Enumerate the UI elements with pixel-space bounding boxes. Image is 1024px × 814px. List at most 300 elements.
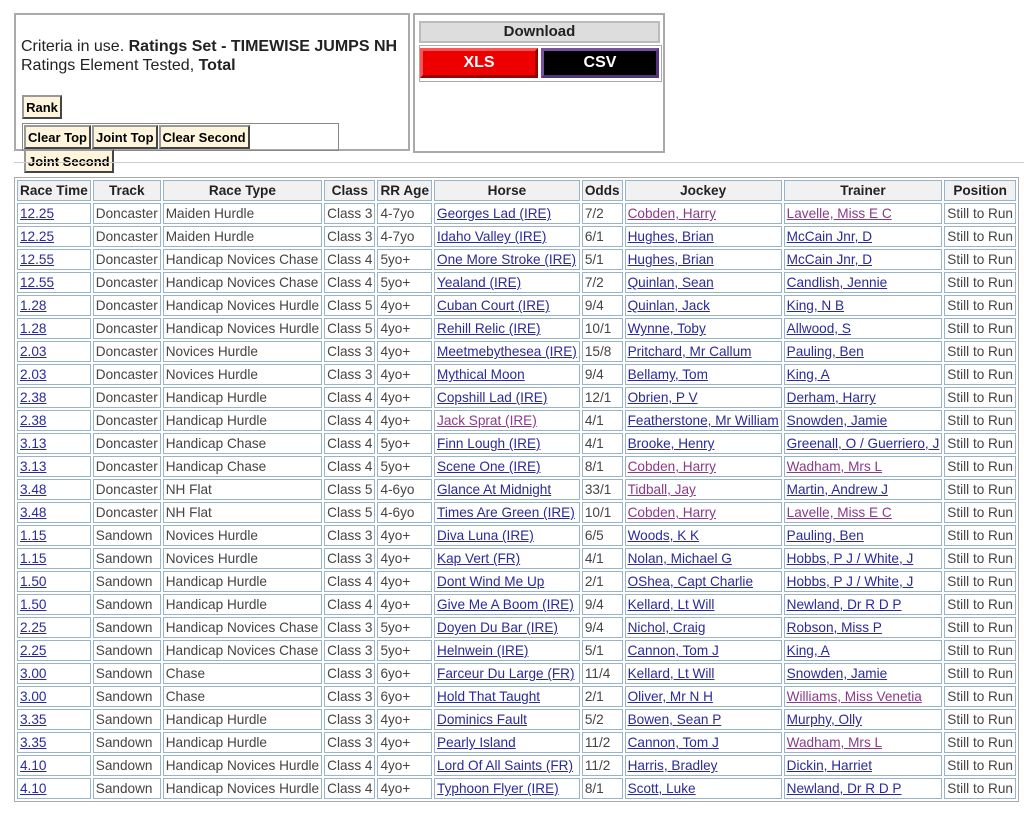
odds-cell: 15/8 xyxy=(582,341,623,362)
rr-age-cell: 4yo+ xyxy=(377,525,432,546)
trainer-cell xyxy=(784,525,943,546)
position-cell: Still to Run xyxy=(944,295,1016,316)
joint-second-button[interactable]: Joint Second xyxy=(24,149,114,173)
class-cell: Class 4 xyxy=(324,456,375,477)
header-race-type[interactable]: Race Type xyxy=(163,180,322,201)
jockey-cell xyxy=(625,410,782,431)
track-cell: Sandown xyxy=(93,732,161,753)
horse-link[interactable]: Cuban Court (IRE) xyxy=(437,298,550,313)
horse-cell xyxy=(434,295,580,316)
trainer-cell xyxy=(784,709,943,730)
horse-cell xyxy=(434,249,580,270)
race-time-cell xyxy=(17,479,91,500)
race-time-link[interactable]: 4.10 xyxy=(20,781,47,796)
track-cell: Sandown xyxy=(93,709,161,730)
race-type-cell: Handicap Novices Chase xyxy=(163,272,322,293)
track-cell: Sandown xyxy=(93,525,161,546)
trainer-link[interactable]: Lavelle, Miss E C xyxy=(786,206,892,221)
race-time-link[interactable]: 12.25 xyxy=(20,206,55,221)
race-time-link[interactable]: 3.35 xyxy=(20,712,47,727)
trainer-link[interactable]: Newland, Dr R D P xyxy=(786,781,902,796)
trainer-link[interactable]: Hobbs, P J / White, J xyxy=(786,574,914,589)
jockey-link[interactable]: Hughes, Brian xyxy=(627,229,714,244)
trainer-link[interactable]: Martin, Andrew J xyxy=(786,482,888,497)
jockey-cell xyxy=(625,755,782,776)
jockey-cell xyxy=(625,203,782,224)
race-time-link[interactable]: 12.25 xyxy=(20,229,55,244)
trainer-link[interactable]: Robson, Miss P xyxy=(786,620,882,635)
horse-link[interactable]: Jack Sprat (IRE) xyxy=(437,413,537,428)
trainer-cell xyxy=(784,272,943,293)
horse-cell xyxy=(434,318,580,339)
jockey-link[interactable]: Nichol, Craig xyxy=(627,620,706,635)
race-time-cell xyxy=(17,295,91,316)
track-cell: Sandown xyxy=(93,755,161,776)
position-cell: Still to Run xyxy=(944,525,1016,546)
class-cell: Class 4 xyxy=(324,778,375,799)
jockey-link[interactable]: Woods, K K xyxy=(627,528,700,543)
track-cell: Sandown xyxy=(93,640,161,661)
race-time-cell xyxy=(17,203,91,224)
element-tested-label: Ratings Element Tested, xyxy=(21,57,195,74)
odds-cell: 4/1 xyxy=(582,433,623,454)
track-cell: Doncaster xyxy=(93,226,161,247)
horse-link[interactable]: Farceur Du Large (FR) xyxy=(437,666,575,681)
race-type-cell: Handicap Novices Chase xyxy=(163,640,322,661)
race-time-cell xyxy=(17,778,91,799)
jockey-link[interactable]: Brooke, Henry xyxy=(627,436,715,451)
trainer-cell xyxy=(784,249,943,270)
rr-age-cell: 4yo+ xyxy=(377,364,432,385)
race-time-cell xyxy=(17,525,91,546)
race-time-link[interactable]: 3.13 xyxy=(20,459,47,474)
horse-cell xyxy=(434,387,580,408)
header-trainer[interactable]: Trainer xyxy=(784,180,943,201)
class-cell: Class 3 xyxy=(324,548,375,569)
horse-cell xyxy=(434,755,580,776)
odds-cell: 8/1 xyxy=(582,778,623,799)
track-cell: Sandown xyxy=(93,617,161,638)
odds-cell: 12/1 xyxy=(582,387,623,408)
table-row xyxy=(17,456,1016,477)
horse-cell xyxy=(434,571,580,592)
jockey-link[interactable]: Cobden, Harry xyxy=(627,459,716,474)
rank-button[interactable]: Rank xyxy=(22,95,62,119)
jockey-cell xyxy=(625,686,782,707)
horse-link[interactable]: Kap Vert (FR) xyxy=(437,551,521,566)
trainer-cell xyxy=(784,479,943,500)
horse-link[interactable]: Dominics Fault xyxy=(437,712,527,727)
position-cell: Still to Run xyxy=(944,433,1016,454)
horse-cell xyxy=(434,778,580,799)
track-cell: Doncaster xyxy=(93,502,161,523)
horse-cell xyxy=(434,686,580,707)
table-header-row xyxy=(17,180,1016,201)
race-time-link[interactable]: 2.25 xyxy=(20,620,47,635)
trainer-link[interactable]: Candlish, Jennie xyxy=(786,275,888,290)
trainer-cell xyxy=(784,387,943,408)
horse-cell xyxy=(434,594,580,615)
race-time-link[interactable]: 3.35 xyxy=(20,735,47,750)
horse-link[interactable]: Times Are Green (IRE) xyxy=(437,505,575,520)
position-cell: Still to Run xyxy=(944,663,1016,684)
table-row xyxy=(17,732,1016,753)
trainer-link[interactable]: Hobbs, P J / White, J xyxy=(786,551,914,566)
race-time-link[interactable]: 4.10 xyxy=(20,758,47,773)
horse-link[interactable]: Georges Lad (IRE) xyxy=(437,206,552,221)
clear-top-button[interactable]: Clear Top xyxy=(24,125,91,149)
race-time-link[interactable]: 3.13 xyxy=(20,436,47,451)
trainer-cell xyxy=(784,571,943,592)
class-cell: Class 3 xyxy=(324,203,375,224)
position-cell: Still to Run xyxy=(944,410,1016,431)
jockey-link[interactable]: Nolan, Michael G xyxy=(627,551,732,566)
class-cell: Class 4 xyxy=(324,249,375,270)
jockey-link[interactable]: Quinlan, Jack xyxy=(627,298,710,313)
race-time-cell xyxy=(17,272,91,293)
horse-cell xyxy=(434,732,580,753)
race-type-cell: NH Flat xyxy=(163,479,322,500)
trainer-link[interactable]: King, A xyxy=(786,367,830,382)
odds-cell: 6/1 xyxy=(582,226,623,247)
position-cell: Still to Run xyxy=(944,594,1016,615)
horse-link[interactable]: Glance At Midnight xyxy=(437,482,552,497)
trainer-link[interactable]: Snowden, Jamie xyxy=(786,666,888,681)
class-cell: Class 4 xyxy=(324,410,375,431)
race-time-link[interactable]: 3.00 xyxy=(20,666,47,681)
jockey-link[interactable]: Hughes, Brian xyxy=(627,252,714,267)
horse-link[interactable]: One More Stroke (IRE) xyxy=(437,252,577,267)
jockey-link[interactable]: Quinlan, Sean xyxy=(627,275,714,290)
odds-cell: 2/1 xyxy=(582,686,623,707)
table-row xyxy=(17,502,1016,523)
rr-age-cell: 4yo+ xyxy=(377,709,432,730)
trainer-cell xyxy=(784,341,943,362)
trainer-link[interactable]: Allwood, S xyxy=(786,321,851,336)
header-track[interactable]: Track xyxy=(93,180,161,201)
trainer-cell xyxy=(784,617,943,638)
table-row xyxy=(17,479,1016,500)
odds-cell: 7/2 xyxy=(582,203,623,224)
horse-cell xyxy=(434,548,580,569)
jockey-link[interactable]: Wynne, Toby xyxy=(627,321,706,336)
trainer-link[interactable]: Derham, Harry xyxy=(786,390,876,405)
table-body xyxy=(17,203,1016,799)
race-time-cell xyxy=(17,433,91,454)
trainer-link[interactable]: King, A xyxy=(786,643,830,658)
horse-link[interactable]: Pearly Island xyxy=(437,735,516,750)
trainer-link[interactable]: Murphy, Olly xyxy=(786,712,862,727)
position-cell: Still to Run xyxy=(944,341,1016,362)
trainer-link[interactable]: Newland, Dr R D P xyxy=(786,597,902,612)
trainer-link[interactable]: Greenall, O / Guerriero, J xyxy=(786,436,940,451)
odds-cell: 2/1 xyxy=(582,571,623,592)
jockey-link[interactable]: Pritchard, Mr Callum xyxy=(627,344,752,359)
trainer-cell xyxy=(784,203,943,224)
jockey-cell xyxy=(625,433,782,454)
rr-age-cell: 5yo+ xyxy=(377,640,432,661)
trainer-cell xyxy=(784,594,943,615)
rr-age-cell: 4yo+ xyxy=(377,410,432,431)
ratings-set-value: Ratings Set - TIMEWISE JUMPS NH xyxy=(128,38,398,55)
class-cell: Class 5 xyxy=(324,295,375,316)
trainer-cell xyxy=(784,548,943,569)
horse-link[interactable]: Copshill Lad (IRE) xyxy=(437,390,548,405)
rr-age-cell: 4yo+ xyxy=(377,755,432,776)
track-cell: Doncaster xyxy=(93,318,161,339)
horse-link[interactable]: Yealand (IRE) xyxy=(437,275,522,290)
position-cell: Still to Run xyxy=(944,502,1016,523)
table-row xyxy=(17,387,1016,408)
class-cell: Class 5 xyxy=(324,502,375,523)
joint-top-button[interactable]: Joint Top xyxy=(92,125,158,149)
race-time-link[interactable]: 3.48 xyxy=(20,505,47,520)
horse-link[interactable]: Lord Of All Saints (FR) xyxy=(437,758,574,773)
jockey-cell xyxy=(625,272,782,293)
race-type-cell: Novices Hurdle xyxy=(163,341,322,362)
class-cell: Class 3 xyxy=(324,640,375,661)
position-cell: Still to Run xyxy=(944,571,1016,592)
csv-download-button[interactable]: CSV xyxy=(541,48,659,78)
odds-cell: 11/2 xyxy=(582,732,623,753)
jockey-cell xyxy=(625,226,782,247)
race-time-cell xyxy=(17,387,91,408)
rr-age-cell: 4-7yo xyxy=(377,203,432,224)
horse-cell xyxy=(434,364,580,385)
trainer-link[interactable]: Lavelle, Miss E C xyxy=(786,505,892,520)
race-time-link[interactable]: 2.38 xyxy=(20,413,47,428)
jockey-link[interactable]: Harris, Bradley xyxy=(627,758,718,773)
track-cell: Doncaster xyxy=(93,410,161,431)
jockey-cell xyxy=(625,709,782,730)
horse-cell xyxy=(434,456,580,477)
race-time-cell xyxy=(17,364,91,385)
jockey-cell xyxy=(625,502,782,523)
race-time-link[interactable]: 1.28 xyxy=(20,321,47,336)
jockey-link[interactable]: Tidball, Jay xyxy=(627,482,696,497)
header-horse[interactable]: Horse xyxy=(434,180,580,201)
trainer-cell xyxy=(784,732,943,753)
trainer-link[interactable]: McCain Jnr, D xyxy=(786,252,873,267)
trainer-link[interactable]: King, N B xyxy=(786,298,845,313)
trainer-link[interactable]: Snowden, Jamie xyxy=(786,413,888,428)
odds-cell: 4/1 xyxy=(582,410,623,431)
horse-cell xyxy=(434,203,580,224)
race-time-link[interactable]: 2.03 xyxy=(20,367,47,382)
race-time-link[interactable]: 1.15 xyxy=(20,528,47,543)
race-type-cell: Handicap Chase xyxy=(163,456,322,477)
trainer-link[interactable]: Pauling, Ben xyxy=(786,344,864,359)
odds-cell: 6/5 xyxy=(582,525,623,546)
horse-cell xyxy=(434,272,580,293)
race-type-cell: Handicap Hurdle xyxy=(163,410,322,431)
header-race-time[interactable]: Race Time xyxy=(17,180,91,201)
rr-age-cell: 4yo+ xyxy=(377,387,432,408)
jockey-link[interactable]: Bellamy, Tom xyxy=(627,367,708,382)
jockey-link[interactable]: Scott, Luke xyxy=(627,781,696,796)
horse-cell xyxy=(434,502,580,523)
table-row xyxy=(17,594,1016,615)
race-time-cell xyxy=(17,686,91,707)
jockey-link[interactable]: Bowen, Sean P xyxy=(627,712,722,727)
jockey-cell xyxy=(625,456,782,477)
position-cell: Still to Run xyxy=(944,364,1016,385)
horse-link[interactable]: Mythical Moon xyxy=(437,367,525,382)
horse-cell xyxy=(434,226,580,247)
race-type-cell: Handicap Chase xyxy=(163,433,322,454)
track-cell: Doncaster xyxy=(93,364,161,385)
race-type-cell: Handicap Novices Chase xyxy=(163,617,322,638)
header-rr-age[interactable]: RR Age xyxy=(377,180,432,201)
horse-link[interactable]: Typhoon Flyer (IRE) xyxy=(437,781,559,796)
horse-cell xyxy=(434,525,580,546)
position-cell: Still to Run xyxy=(944,709,1016,730)
horse-link[interactable]: Doyen Du Bar (IRE) xyxy=(437,620,558,635)
position-cell: Still to Run xyxy=(944,640,1016,661)
jockey-link[interactable]: OShea, Capt Charlie xyxy=(627,574,754,589)
race-time-link[interactable]: 1.15 xyxy=(20,551,47,566)
race-type-cell: NH Flat xyxy=(163,502,322,523)
horse-link[interactable]: Finn Lough (IRE) xyxy=(437,436,541,451)
race-time-link[interactable]: 3.48 xyxy=(20,482,47,497)
clear-second-button[interactable]: Clear Second xyxy=(159,125,250,149)
trainer-cell xyxy=(784,778,943,799)
trainer-link[interactable]: McCain Jnr, D xyxy=(786,229,873,244)
horse-link[interactable]: Idaho Valley (IRE) xyxy=(437,229,547,244)
results-table-container xyxy=(14,177,1013,796)
odds-cell: 9/4 xyxy=(582,617,623,638)
horse-link[interactable]: Helnwein (IRE) xyxy=(437,643,529,658)
trainer-cell xyxy=(784,686,943,707)
track-cell: Sandown xyxy=(93,548,161,569)
jockey-link[interactable]: Cannon, Tom J xyxy=(627,735,719,750)
rr-age-cell: 5yo+ xyxy=(377,249,432,270)
jockey-link[interactable]: Cannon, Tom J xyxy=(627,643,719,658)
horse-link[interactable]: Scene One (IRE) xyxy=(437,459,541,474)
horse-cell xyxy=(434,640,580,661)
class-cell: Class 4 xyxy=(324,594,375,615)
table-row xyxy=(17,640,1016,661)
class-cell: Class 4 xyxy=(324,433,375,454)
trainer-link[interactable]: Dickin, Harriet xyxy=(786,758,873,773)
race-time-link[interactable]: 12.55 xyxy=(20,275,55,290)
horse-link[interactable]: Give Me A Boom (IRE) xyxy=(437,597,574,612)
jockey-cell xyxy=(625,640,782,661)
race-type-cell: Chase xyxy=(163,686,322,707)
rr-age-cell: 4yo+ xyxy=(377,732,432,753)
jockey-link[interactable]: Oliver, Mr N H xyxy=(627,689,713,704)
position-cell: Still to Run xyxy=(944,686,1016,707)
table-row xyxy=(17,778,1016,799)
trainer-cell xyxy=(784,640,943,661)
jockey-cell xyxy=(625,318,782,339)
header-odds[interactable]: Odds xyxy=(582,180,623,201)
position-cell: Still to Run xyxy=(944,548,1016,569)
xls-download-button[interactable]: XLS xyxy=(420,48,538,78)
race-time-link[interactable]: 3.00 xyxy=(20,689,47,704)
jockey-link[interactable]: Featherstone, Mr William xyxy=(627,413,779,428)
trainer-cell xyxy=(784,433,943,454)
table-row xyxy=(17,410,1016,431)
race-time-cell xyxy=(17,410,91,431)
race-time-link[interactable]: 12.55 xyxy=(20,252,55,267)
race-time-link[interactable]: 1.28 xyxy=(20,298,47,313)
race-time-cell xyxy=(17,640,91,661)
jockey-cell xyxy=(625,525,782,546)
trainer-link[interactable]: Wadham, Mrs L xyxy=(786,459,883,474)
race-time-link[interactable]: 2.38 xyxy=(20,390,47,405)
race-time-link[interactable]: 1.50 xyxy=(20,574,47,589)
header-jockey[interactable]: Jockey xyxy=(625,180,782,201)
table-row xyxy=(17,364,1016,385)
race-time-link[interactable]: 2.03 xyxy=(20,344,47,359)
criteria-text xyxy=(21,37,397,75)
rr-age-cell: 4yo+ xyxy=(377,594,432,615)
table-row xyxy=(17,525,1016,546)
table-row xyxy=(17,686,1016,707)
race-time-link[interactable]: 1.50 xyxy=(20,597,47,612)
class-cell: Class 3 xyxy=(324,525,375,546)
odds-cell: 4/1 xyxy=(582,548,623,569)
race-type-cell: Handicap Novices Hurdle xyxy=(163,755,322,776)
rr-age-cell: 5yo+ xyxy=(377,456,432,477)
odds-cell: 9/4 xyxy=(582,364,623,385)
jockey-link[interactable]: Kellard, Lt Will xyxy=(627,597,715,612)
jockey-link[interactable]: Obrien, P V xyxy=(627,390,698,405)
race-time-cell xyxy=(17,341,91,362)
jockey-cell xyxy=(625,594,782,615)
trainer-cell xyxy=(784,318,943,339)
class-cell: Class 4 xyxy=(324,571,375,592)
rr-age-cell: 4yo+ xyxy=(377,548,432,569)
race-time-cell xyxy=(17,709,91,730)
race-time-link[interactable]: 2.25 xyxy=(20,643,47,658)
race-type-cell: Handicap Hurdle xyxy=(163,594,322,615)
trainer-cell xyxy=(784,295,943,316)
jockey-link[interactable]: Cobden, Harry xyxy=(627,505,716,520)
rr-age-cell: 4yo+ xyxy=(377,295,432,316)
trainer-link[interactable]: Wadham, Mrs L xyxy=(786,735,883,750)
trainer-link[interactable]: Pauling, Ben xyxy=(786,528,864,543)
horse-link[interactable]: Diva Luna (IRE) xyxy=(437,528,534,543)
jockey-link[interactable]: Kellard, Lt Will xyxy=(627,666,715,681)
horse-cell xyxy=(434,341,580,362)
track-cell: Doncaster xyxy=(93,456,161,477)
position-cell: Still to Run xyxy=(944,778,1016,799)
class-cell: Class 5 xyxy=(324,479,375,500)
trainer-link[interactable]: Williams, Miss Venetia xyxy=(786,689,922,704)
position-button-group xyxy=(22,123,339,169)
horse-link[interactable]: Meetmebythesea (IRE) xyxy=(437,344,577,359)
trainer-cell xyxy=(784,502,943,523)
jockey-cell xyxy=(625,295,782,316)
jockey-link[interactable]: Cobden, Harry xyxy=(627,206,716,221)
class-cell: Class 3 xyxy=(324,663,375,684)
track-cell: Doncaster xyxy=(93,433,161,454)
header-class[interactable]: Class xyxy=(324,180,375,201)
position-cell: Still to Run xyxy=(944,226,1016,247)
horse-link[interactable]: Dont Wind Me Up xyxy=(437,574,545,589)
odds-cell: 5/1 xyxy=(582,640,623,661)
race-type-cell: Handicap Novices Hurdle xyxy=(163,295,322,316)
horse-link[interactable]: Hold That Taught xyxy=(437,689,541,704)
horse-link[interactable]: Rehill Relic (IRE) xyxy=(437,321,541,336)
trainer-cell xyxy=(784,755,943,776)
header-position[interactable]: Position xyxy=(944,180,1016,201)
jockey-cell xyxy=(625,479,782,500)
odds-cell: 9/4 xyxy=(582,594,623,615)
position-cell: Still to Run xyxy=(944,249,1016,270)
